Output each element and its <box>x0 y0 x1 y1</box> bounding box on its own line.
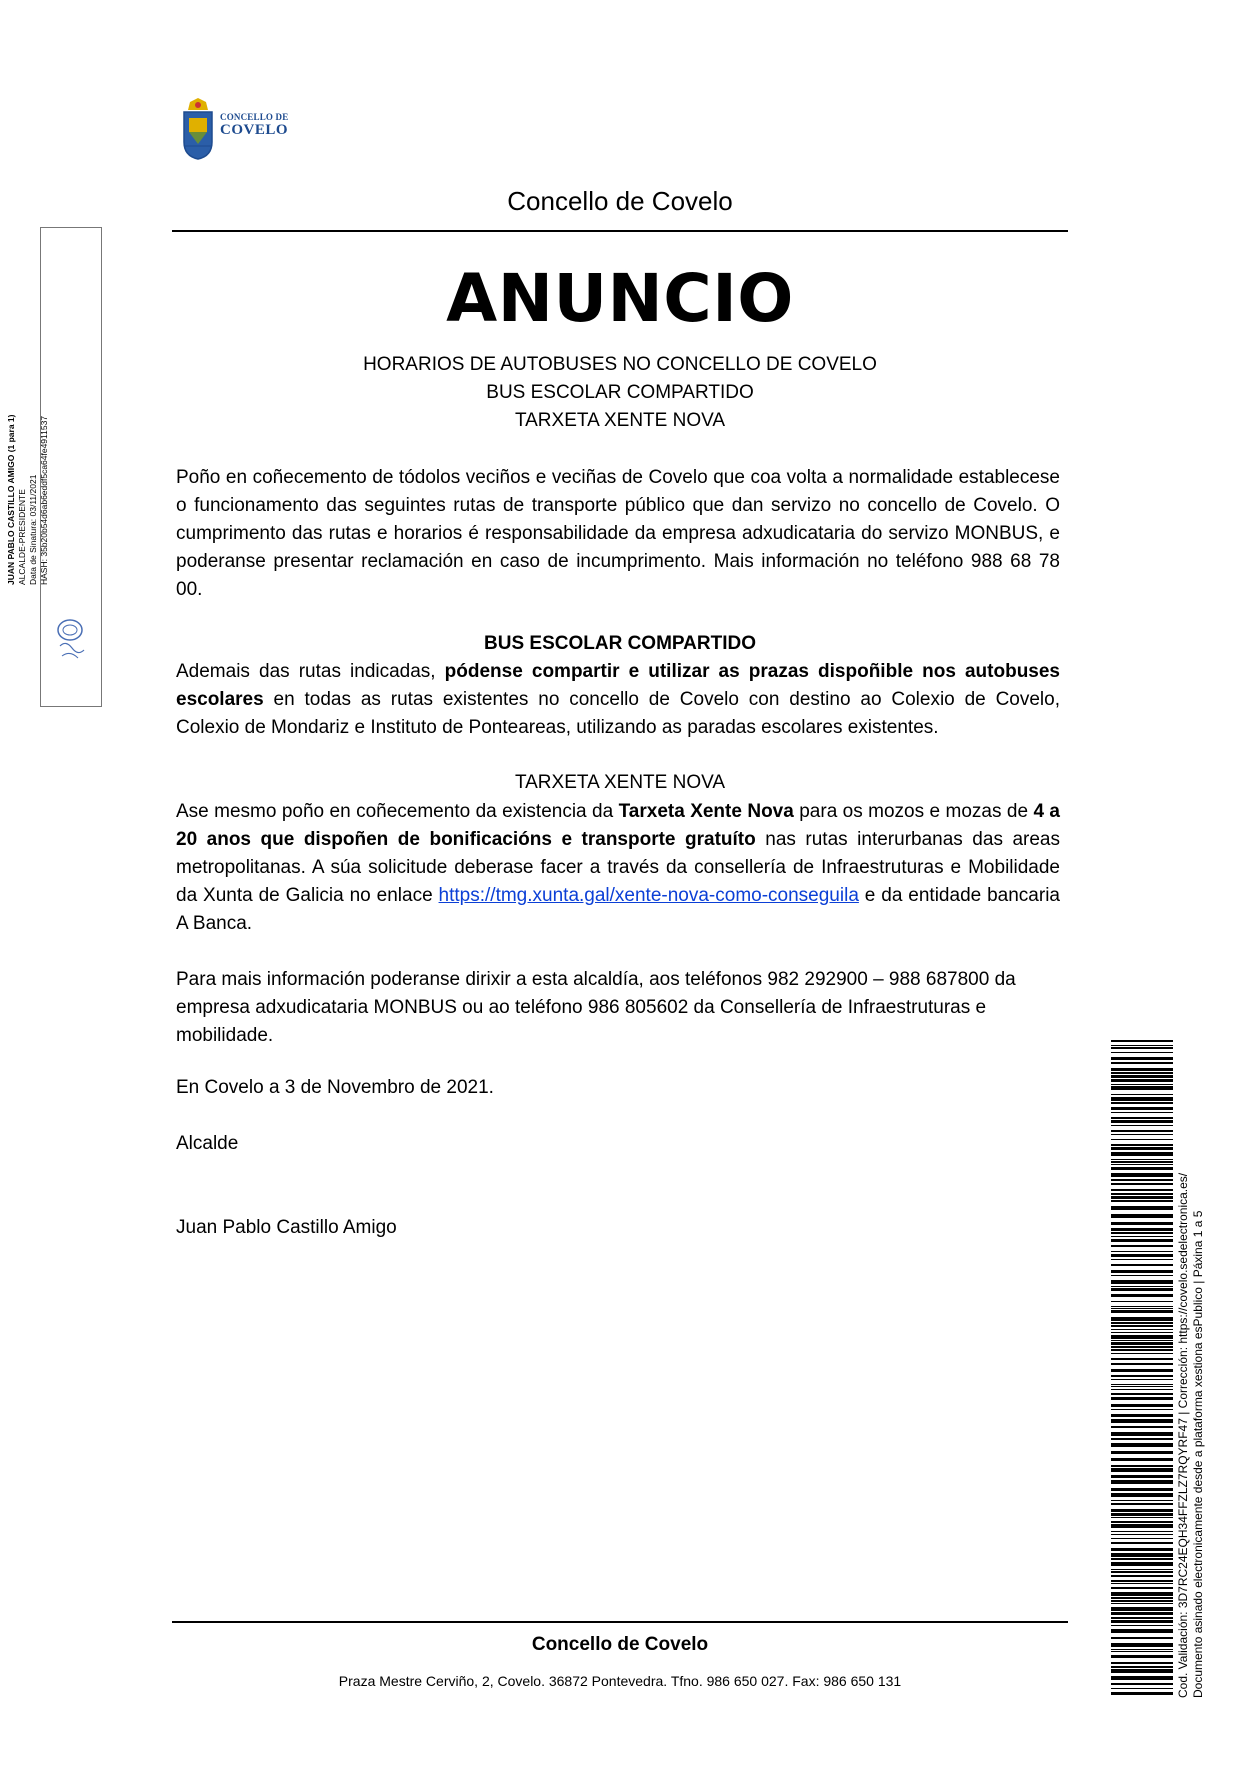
barcode-bar <box>1111 1643 1173 1647</box>
header-title: Concello de Covelo <box>507 186 733 216</box>
barcode-bar <box>1111 1583 1173 1584</box>
barcode-bar <box>1111 1259 1173 1260</box>
barcode-bar <box>1111 1432 1173 1436</box>
barcode-bar <box>1111 1173 1173 1177</box>
barcode-bar <box>1111 1592 1173 1596</box>
barcode-bar <box>1111 1125 1173 1126</box>
barcode-bar <box>1111 1325 1173 1327</box>
barcode-bar <box>1111 1084 1173 1085</box>
subtitle-2: BUS ESCOLAR COMPARTIDO <box>486 382 754 403</box>
barcode-bar <box>1111 1465 1173 1467</box>
barcode-bar <box>1111 1531 1173 1532</box>
barcode-bar <box>1111 1649 1173 1650</box>
barcode-bar <box>1111 1534 1173 1535</box>
date-line: En Covelo a 3 de Novembro de 2021. <box>176 1077 494 1098</box>
barcode-bar <box>1111 1052 1173 1053</box>
barcode-bar <box>1111 1419 1173 1423</box>
barcode-bar <box>1111 1134 1173 1135</box>
footer-address: Praza Mestre Cerviño, 2, Covelo. 36872 Pontevedra. Tfno. 986 650 027. Fax: 986 650 131 <box>338 1673 902 1689</box>
barcode-bar <box>1111 1562 1173 1566</box>
barcode-bar <box>1111 1079 1173 1082</box>
document-title: ANUNCIO <box>446 260 794 337</box>
barcode-bar <box>1111 1254 1173 1257</box>
barcode-bar <box>1111 1603 1173 1604</box>
barcode-bar <box>1111 1358 1173 1360</box>
barcode-bar <box>1111 1386 1173 1387</box>
subtitle-3: TARXETA XENTE NOVA <box>514 410 726 431</box>
barcode-bar <box>1111 1280 1173 1284</box>
barcode-bar <box>1111 1072 1173 1074</box>
barcode-bar <box>1111 1524 1173 1528</box>
barcode-bar <box>1111 1655 1173 1658</box>
validation-line-1: Cod. Validación: 3D7RC24EQH34FFZLZ7RQYRF47 | Corrección: https://covelo.sedelectronica.es/ <box>1176 1172 1190 1698</box>
barcode-bar <box>1111 1669 1173 1673</box>
barcode-bar <box>1111 1542 1173 1544</box>
barcode-bar <box>1111 1329 1173 1330</box>
barcode-bar <box>1111 1375 1173 1377</box>
barcode-bar <box>1111 1306 1173 1307</box>
contact-paragraph: Para mais información poderanse dirixir a esta alcaldía, aos teléfonos 982 292900 – 988 687800 da empresa adxudicataria MONBUS ou ao teléfono 986 805602 da Consellería de Infraestruturas e mobilidade. <box>176 969 1016 1046</box>
barcode-bar <box>1111 1558 1173 1560</box>
signature-date: Data de Sinatura: 03/11/2021 <box>28 474 38 585</box>
barcode-bar <box>1111 1397 1173 1400</box>
barcode-bar <box>1111 1389 1173 1390</box>
barcode-bar <box>1111 1057 1173 1060</box>
barcode-bar <box>1111 1662 1173 1664</box>
barcode-bar <box>1111 1236 1173 1237</box>
barcode-bar <box>1111 1075 1173 1078</box>
barcode-bar <box>1111 1245 1173 1247</box>
barcode-bar <box>1111 1597 1173 1599</box>
barcode-bar <box>1111 1200 1173 1202</box>
barcode-bar <box>1111 1222 1173 1225</box>
logo-line1: CONCELLO DE <box>220 112 289 122</box>
concello-logo <box>178 98 298 160</box>
barcode-bar <box>1111 1161 1173 1163</box>
barcode-bar <box>1111 1159 1173 1160</box>
barcode-bar <box>1111 1571 1173 1573</box>
barcode-bar <box>1111 1426 1173 1428</box>
signer-role: Alcalde <box>176 1133 239 1154</box>
barcode-bar <box>1111 1094 1173 1095</box>
barcode-bar <box>1111 1513 1173 1516</box>
barcode-bar <box>1111 1553 1173 1557</box>
validation-line-2: Documento asinado electronicamente desde a plataforma xestiona esPublico | Páxina 1 a 5 <box>1191 1210 1205 1698</box>
barcode-bar <box>1111 1062 1173 1064</box>
barcode-bar <box>1111 1239 1173 1242</box>
barcode-bar <box>1111 1275 1173 1276</box>
barcode-bar <box>1111 1294 1173 1297</box>
barcode-bar <box>1111 1503 1173 1505</box>
logo-line2: COVELO <box>220 122 289 138</box>
barcode-bar <box>1111 1288 1173 1291</box>
barcode-bar <box>1111 1112 1173 1113</box>
barcode-bar <box>1111 1340 1173 1341</box>
barcode-bar <box>1111 1193 1173 1195</box>
barcode-bar <box>1111 1458 1173 1461</box>
barcode-bar <box>1111 1322 1173 1324</box>
barcode-bar <box>1111 1363 1173 1365</box>
barcode-bar <box>1111 1517 1173 1518</box>
barcode-bar <box>1111 1575 1173 1577</box>
barcode-bar <box>1111 1509 1173 1512</box>
barcode-bar <box>1111 1683 1173 1685</box>
barcode-bar <box>1111 1167 1173 1170</box>
barcode-bar <box>1111 1270 1173 1273</box>
signature-name: JUAN PABLO CASTILLO AMIGO (1 para 1) <box>6 414 16 585</box>
barcode-bar <box>1111 1342 1173 1345</box>
barcode-bar <box>1111 1164 1173 1165</box>
barcode-bar <box>1111 1308 1173 1309</box>
barcode-bar <box>1111 1130 1173 1132</box>
barcode-bar <box>1111 1139 1173 1140</box>
barcode-bar <box>1111 1310 1173 1313</box>
barcode-bar <box>1111 1612 1173 1615</box>
barcode-bar <box>1111 1629 1173 1633</box>
barcode-bar <box>1111 1379 1173 1380</box>
xente-nova-link[interactable]: https://tmg.xunta.gal/xente-nova-como-conseguila <box>438 885 859 906</box>
barcode-bar <box>1111 1493 1173 1497</box>
barcode-bar <box>1111 1228 1173 1231</box>
barcode-bar <box>1111 1189 1173 1191</box>
barcode-bar <box>1111 1107 1173 1110</box>
barcode-bar <box>1111 1353 1173 1354</box>
barcode-bar <box>1111 1637 1173 1639</box>
barcode-bar <box>1111 1117 1173 1119</box>
barcode-bar <box>1111 1147 1173 1150</box>
barcode-bar <box>1111 1580 1173 1582</box>
barcode-bar <box>1111 1179 1173 1181</box>
tarxeta-section-paragraph: Ase mesmo poño en coñecemento da existencia da Tarxeta Xente Nova para os mozos e mozas de 4 a 20 anos que dispoñen de bonificacións e transporte gratuíto nas rutas interurbanas das areas metropolitanas. A súa solicitude deberase facer a través da consellería de Infraestruturas e Mobilidade da Xunta de Galicia no enlace https://tmg.xunta.gal/xente-nova-como-conseguila e da entidade bancaria A Banca. <box>176 801 1060 934</box>
barcode-bar <box>1111 1692 1173 1695</box>
barcode-bar <box>1111 1332 1173 1333</box>
signature-role: ALCALDE-PRESIDENTE <box>17 489 27 585</box>
header-divider <box>172 230 1068 232</box>
signature-hash: HASH: 35b20b54d6ab6eddf5ca64fe4911537 <box>39 415 49 585</box>
barcode-bar <box>1111 1443 1173 1447</box>
signer-name: Juan Pablo Castillo Amigo <box>176 1217 397 1238</box>
barcode-bar <box>1111 1232 1173 1234</box>
barcode-bar <box>1111 1317 1173 1321</box>
barcode-bar <box>1111 1620 1173 1623</box>
bus-section-paragraph: Ademais das rutas indicadas, pódense compartir e utilizar as prazas dispoñible nos autobuses escolares en todas as rutas existentes no concello de Covelo con destino ao Colexio de Covelo, Colexio de Mondariz e Instituto de Ponteareas, utilizando as paradas escolares existentes. <box>176 661 1060 738</box>
barcode-bar <box>1111 1409 1173 1410</box>
barcode-bar <box>1111 1651 1173 1652</box>
barcode-bar <box>1111 1196 1173 1199</box>
barcode-bar <box>1111 1384 1173 1385</box>
barcode-bar <box>1111 1369 1173 1372</box>
barcode-bar <box>1111 1206 1173 1210</box>
barcode-bar <box>1111 1676 1173 1680</box>
barcode-bar <box>1111 1068 1173 1071</box>
tarxeta-section-heading: TARXETA XENTE NOVA <box>514 772 726 793</box>
barcode-bar <box>1111 1214 1173 1218</box>
validation-barcode <box>1111 1040 1173 1695</box>
barcode-bar <box>1111 1414 1173 1417</box>
barcode-bar <box>1111 1625 1173 1626</box>
barcode-bar <box>1111 1475 1173 1478</box>
barcode-bar <box>1111 1349 1173 1351</box>
barcode-bar <box>1111 1346 1173 1348</box>
footer-title: Concello de Covelo <box>531 1634 709 1655</box>
bus-section-heading: BUS ESCOLAR COMPARTIDO <box>484 633 756 654</box>
barcode-bar <box>1111 1569 1173 1570</box>
footer-divider <box>172 1621 1068 1623</box>
barcode-bar <box>1111 1120 1173 1123</box>
barcode-bar <box>1111 1102 1173 1104</box>
barcode-bar <box>1111 1144 1173 1146</box>
signature-details <box>6 245 58 585</box>
barcode-bar <box>1111 1152 1173 1156</box>
barcode-bar <box>1111 1264 1173 1266</box>
barcode-bar <box>1111 1251 1173 1252</box>
barcode-bar <box>1111 1404 1173 1407</box>
barcode-bar <box>1111 1047 1173 1049</box>
validation-text <box>1176 1078 1206 1698</box>
intro-paragraph: Poño en coñecemento de tódolos veciños e veciñas de Covelo que coa volta a normalidade establecese o funcionamento das seguintes rutas de transporte público que dan servizo no concello de Covelo. O cumprimento das rutas e horarios é responsabilidade da empresa adxudicataria do servizo MONBUS, e poderanse presentar reclamación en caso de incumprimento. Mais información no teléfono 988 68 78 00. <box>176 467 1060 600</box>
barcode-bar <box>1111 1538 1173 1539</box>
barcode-bar <box>1111 1286 1173 1287</box>
barcode-bar <box>1111 1500 1173 1501</box>
barcode-bar <box>1111 1183 1173 1185</box>
barcode-bar <box>1111 1488 1173 1491</box>
barcode-bar <box>1111 1587 1173 1589</box>
barcode-bar <box>1111 1666 1173 1668</box>
barcode-bar <box>1111 1607 1173 1611</box>
barcode-bar <box>1111 1097 1173 1101</box>
barcode-bar <box>1111 1521 1173 1523</box>
coat-of-arms-icon <box>178 98 218 160</box>
barcode-bar <box>1111 1480 1173 1484</box>
barcode-bar <box>1111 1040 1173 1042</box>
barcode-bar <box>1111 1617 1173 1619</box>
barcode-bar <box>1111 1548 1173 1551</box>
barcode-bar <box>1111 1301 1173 1302</box>
barcode-bar <box>1111 1045 1173 1046</box>
barcode-bar <box>1111 1335 1173 1339</box>
barcode-bar <box>1111 1600 1173 1602</box>
barcode-bar <box>1111 1438 1173 1440</box>
signature-stamp-icon <box>52 616 88 664</box>
barcode-bar <box>1111 1451 1173 1454</box>
subtitle-1: HORARIOS DE AUTOBUSES NO CONCELLO DE COVELO <box>363 354 877 375</box>
barcode-bar <box>1111 1086 1173 1090</box>
barcode-bar <box>1111 1688 1173 1689</box>
barcode-bar <box>1111 1393 1173 1395</box>
barcode-bar <box>1111 1468 1173 1472</box>
